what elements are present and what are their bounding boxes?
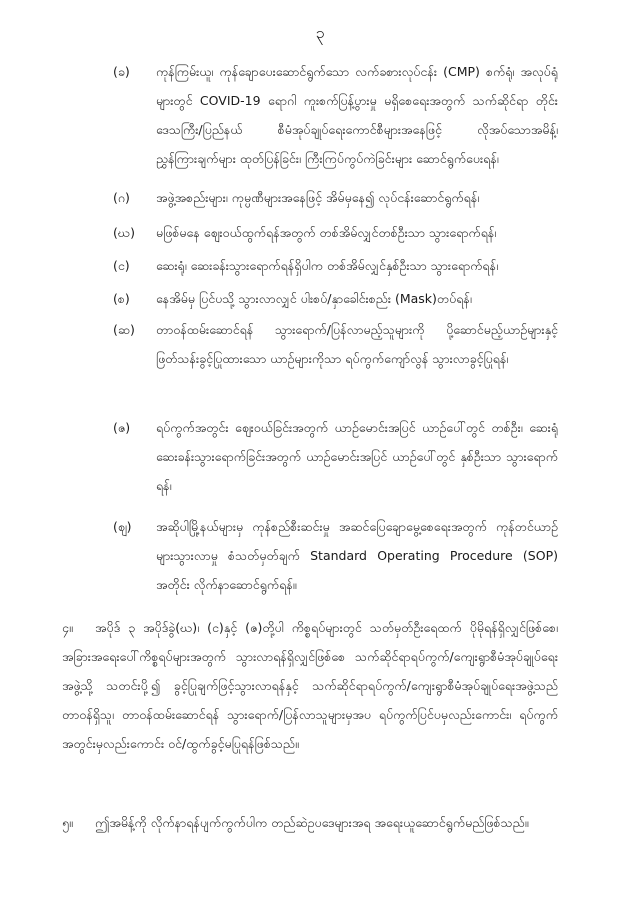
item-text: ကုန်ကြမ်းယူ၊ ကုန်ချောပေးဆောင်ရွက်သော လက်ခစားလုပ်ငန်း (CMP) စက်ရုံ၊ အလုပ်ရုံများတွင် COVID-19 ရောဂါ ကူးစက်ပြန့်ပွားမှု မရှိစေရေးအတွက် သက်ဆိုင်ရာ တိုင်းဒေသကြီး/ပြည်နယ် စီမံအုပ်ချုပ်ရေးကောင်စီများအနေဖြင့် လိုအပ်သောအမိန့်၊ ညွှန်ကြားချက်များ ထုတ်ပြန်ခြင်း၊ ကြီးကြပ်ကွပ်ကဲခြင်းများ ဆောင်ရွက်ပေးရန်၊ [156,64,558,166]
list-item [113,218,558,247]
page-number: ၃ [315,23,325,42]
list-item [113,57,558,173]
item-marker: (ဇ) [113,420,131,435]
list-item [113,183,558,212]
item-marker: (စ) [113,291,130,306]
item-text: မဖြစ်မနေ ဈေးဝယ်ထွက်ရန်အတွက် တစ်အိမ်လျှင်တစ်ဦးသာ သွားရောက်ရန်၊ [156,225,497,240]
list-item [113,315,558,373]
paragraph-text: အပိုဒ် ၃ အပိုဒ်ခွဲ(ဃ)၊ (င)နှင့် (ဇ)တို့ပါ ကိစ္စရပ်များတွင် သတ်မှတ်ဦးရေထက် ပိုမိုရန်ရှိလျှင်ဖြစ်စေ၊ အခြားအရေးပေါ်ကိစ္စရပ်များအတွက် သွားလာရန်ရှိလျှင်ဖြစ်စေ သက်ဆိုင်ရာရပ်ကွက်/ကျေးရွာစီမံအုပ်ချုပ်ရေးအဖွဲ့သို့ သတင်းပို့၍ ခွင့်ပြုချက်ဖြင့်သွားလာရန်နှင့် သက်ဆိုင်ရာရပ်ကွက်/ကျေးရွာစီမံအုပ်ချုပ်ရေးအဖွဲ့သည် တာဝန်ရှိသူ၊ တာဝန်ထမ်းဆောင်ရန် သွားရောက်/ပြန်လာသူများမှအပ ရပ်ကွက်ပြင်ပမှလည်းကောင်း၊ ရပ်ကွက်အတွင်းမှလည်းကောင်း ဝင်/ထွက်ခွင့်မပြုရန်ဖြစ်သည်။ [62,620,558,751]
paragraph [62,808,558,837]
item-text: နေအိမ်မှ ပြင်ပသို့ သွားလာလျှင် ပါးစပ်/နှာခေါင်းစည်း (Mask)တပ်ရန်၊ [156,291,472,306]
list-item [113,251,558,280]
item-marker: (ဂ) [113,190,130,205]
item-marker: (ခ) [113,64,130,79]
item-text: ရပ်ကွက်အတွင်း ဈေးဝယ်ခြင်းအတွက် ယာဉ်မောင်းအပြင် ယာဉ်ပေါ်တွင် တစ်ဦး၊ ဆေးရုံဆေးခန်းသွားရောက်ခြင်းအတွက် ယာဉ်မောင်းအပြင် ယာဉ်ပေါ်တွင် နှစ်ဦးသာ သွားရောက်ရန်၊ [156,420,558,493]
paragraph-number: ၅။ [62,815,73,830]
paragraph-text: ဤအမိန့်ကို လိုက်နာရန်ပျက်ကွက်ပါက တည်ဆဲဥပဒေများအရ အရေးယူဆောင်ရွက်မည်ဖြစ်သည်။ [95,815,529,830]
list-item [113,284,558,313]
item-text: အဖွဲ့အစည်းများ၊ ကုမ္ပဏီများအနေဖြင့် အိမ်မှနေ၍ လုပ်ငန်းဆောင်ရွက်ရန်၊ [156,190,480,205]
item-marker: (ဃ) [113,225,135,240]
paragraph [62,613,558,758]
item-marker: (င) [113,258,130,273]
item-text: တာဝန်ထမ်းဆောင်ရန် သွားရောက်/ပြန်လာမည့်သူများကို ပို့ဆောင်မည့်ယာဉ်များနှင့် ဖြတ်သန်းခွင့်ပြုထားသော ယာဉ်များကိုသာ ရပ်ကွက်ကျော်လွန် သွားလာခွင့်ပြုရန်၊ [156,322,558,366]
list-item [113,512,558,599]
item-marker: (ဆ) [113,322,135,337]
item-text: အဆိုပါမြို့နယ်များမှ ကုန်စည်စီးဆင်းမှု အဆင်ပြေချောမွေ့စေရေးအတွက် ကုန်တင်ယာဉ်များသွားလာမှု စံသတ်မှတ်ချက် Standard Operating Procedure (SOP) အတိုင်း လိုက်နာဆောင်ရွက်ရန်။ [156,519,558,592]
list-item [113,413,558,500]
item-text: ဆေးရုံ၊ ဆေးခန်းသွားရောက်ရန်ရှိပါက တစ်အိမ်လျှင်နှစ်ဦးသာ သွားရောက်ရန်၊ [156,258,499,273]
item-marker: (ဈ) [113,519,132,534]
paragraph-number: ၄။ [62,620,73,635]
